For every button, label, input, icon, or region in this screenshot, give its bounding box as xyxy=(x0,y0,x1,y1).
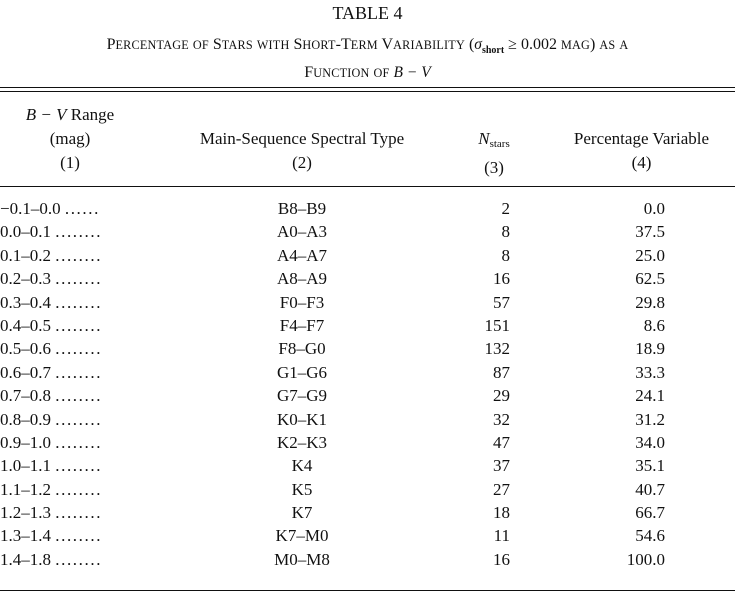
leader-dots: ........ xyxy=(55,245,103,265)
leader-dots: ........ xyxy=(55,362,103,382)
table-title: TABLE 4 xyxy=(332,3,403,23)
table-row xyxy=(0,220,735,243)
spectral-type-cell: M0–M8 xyxy=(274,549,330,569)
nstars-cell: 18 xyxy=(493,503,510,523)
percentage-cell: 33.3 xyxy=(635,362,665,382)
table-row xyxy=(0,478,735,501)
bv-range-value: 1.0–1.1 xyxy=(0,456,51,476)
bv-range-value: −0.1–0.0 xyxy=(0,199,61,218)
percentage-cell: 37.5 xyxy=(635,222,665,242)
table-row xyxy=(0,267,735,290)
bv-range-value: 0.8–0.9 xyxy=(0,409,51,429)
col1-range: Range xyxy=(66,105,115,124)
bv-range-value: 1.3–1.4 xyxy=(0,526,51,546)
table-row xyxy=(0,431,735,454)
nstars-cell: 87 xyxy=(493,362,510,382)
percentage-cell: 34.0 xyxy=(635,432,665,452)
table-row xyxy=(0,314,735,337)
percentage-cell: 0.0 xyxy=(643,199,665,218)
bv-range-cell xyxy=(0,197,145,220)
spectral-type-cell: K5 xyxy=(291,479,313,499)
col1-number: (1) xyxy=(60,153,80,172)
nstars-cell: 2 xyxy=(501,199,510,218)
column-header-percentage xyxy=(548,127,735,175)
leader-dots: ........ xyxy=(55,549,103,569)
col3-number: (3) xyxy=(484,158,504,177)
bv-range-value: 1.2–1.3 xyxy=(0,503,51,523)
nstars-cell: 16 xyxy=(493,269,510,289)
bv-range-cell xyxy=(0,220,145,243)
caption-bv: B − V xyxy=(393,64,431,82)
caption-text-1: PERCENTAGE OF STARS WITH SHORT-TERM VARIABILITY ( xyxy=(106,36,475,53)
percentage-cell: 66.7 xyxy=(635,503,665,523)
bv-range-value: 0.5–0.6 xyxy=(0,339,51,359)
bv-range-cell xyxy=(0,267,145,290)
leader-dots: ...... xyxy=(64,199,100,218)
spectral-type-cell: F8–G0 xyxy=(278,339,326,359)
bv-range-cell xyxy=(0,431,145,454)
nstars-cell: 47 xyxy=(493,432,510,452)
percentage-cell: 54.6 xyxy=(635,526,665,546)
table-row xyxy=(0,337,735,360)
table-row xyxy=(0,454,735,477)
column-header-spectral-type xyxy=(150,127,454,175)
bv-range-cell xyxy=(0,524,145,547)
bv-range-value: 0.2–0.3 xyxy=(0,269,51,289)
bv-range-cell xyxy=(0,314,145,337)
percentage-cell: 29.8 xyxy=(635,292,665,312)
spectral-type-cell: K0–K1 xyxy=(276,409,328,429)
spectral-type-cell: F4–F7 xyxy=(279,315,325,335)
bv-range-cell xyxy=(0,337,145,360)
table-body xyxy=(0,197,735,571)
nstars-cell: 32 xyxy=(493,409,510,429)
leader-dots: ........ xyxy=(55,339,103,359)
caption-line-2 xyxy=(304,64,430,81)
spectral-type-cell: K7–M0 xyxy=(275,526,329,546)
bv-range-cell xyxy=(0,548,145,571)
spectral-type-cell: A8–A9 xyxy=(276,269,328,289)
table-row xyxy=(0,197,735,220)
table-row xyxy=(0,408,735,431)
spectral-type-cell: A0–A3 xyxy=(276,222,328,242)
table-row xyxy=(0,361,735,384)
spectral-type-cell: G7–G9 xyxy=(276,386,328,406)
col2-label: Main-Sequence Spectral Type xyxy=(199,129,405,148)
percentage-cell: 35.1 xyxy=(635,456,665,476)
spectral-type-cell: G1–G6 xyxy=(276,362,328,382)
header-rule xyxy=(0,186,735,187)
caption-sigma-sub: short xyxy=(481,45,505,57)
nstars-cell: 27 xyxy=(493,479,510,499)
leader-dots: ........ xyxy=(55,315,103,335)
percentage-cell: 40.7 xyxy=(635,479,665,499)
col1-line1 xyxy=(0,103,140,127)
col4-label: Percentage Variable xyxy=(573,129,710,148)
bv-range-value: 1.4–1.8 xyxy=(0,549,51,569)
spectral-type-cell: A4–A7 xyxy=(276,245,328,265)
caption-sigma: σ xyxy=(474,36,482,53)
col2-number: (2) xyxy=(292,153,312,172)
nstars-cell: 37 xyxy=(493,456,510,476)
nstars-cell: 29 xyxy=(493,386,510,406)
nstars-cell: 8 xyxy=(501,222,510,242)
table-row xyxy=(0,524,735,547)
caption-text-3: FUNCTION OF xyxy=(304,64,390,82)
leader-dots: ........ xyxy=(55,456,103,476)
bv-range-value: 1.1–1.2 xyxy=(0,479,51,499)
percentage-cell: 62.5 xyxy=(635,269,665,289)
bv-range-value: 0.9–1.0 xyxy=(0,432,51,452)
leader-dots: ........ xyxy=(55,409,103,429)
bv-range-cell xyxy=(0,244,145,267)
leader-dots: ........ xyxy=(55,222,103,242)
table-row xyxy=(0,384,735,407)
nstars-cell: 132 xyxy=(484,339,510,359)
table-caption xyxy=(20,34,715,84)
col3-label xyxy=(464,127,524,156)
nstars-cell: 8 xyxy=(501,245,510,265)
percentage-cell: 18.9 xyxy=(635,339,665,359)
table-row xyxy=(0,244,735,267)
percentage-cell: 25.0 xyxy=(635,245,665,265)
leader-dots: ........ xyxy=(55,386,103,406)
percentage-cell: 8.6 xyxy=(643,315,665,335)
column-header-nstars xyxy=(464,127,524,180)
spectral-type-cell: F0–F3 xyxy=(279,292,325,312)
percentage-cell: 100.0 xyxy=(626,549,665,569)
leader-dots: ........ xyxy=(55,526,103,546)
col1-bv: B − V xyxy=(25,105,67,124)
top-rule-1 xyxy=(0,87,735,88)
bv-range-value: 0.1–0.2 xyxy=(0,245,51,265)
nstars-cell: 16 xyxy=(493,549,510,569)
spectral-type-cell: K2–K3 xyxy=(276,432,328,452)
bv-range-value: 0.4–0.5 xyxy=(0,315,51,335)
leader-dots: ........ xyxy=(55,269,103,289)
col4-number: (4) xyxy=(631,153,652,172)
percentage-cell: 31.2 xyxy=(635,409,665,429)
caption-line-1 xyxy=(106,36,629,57)
bv-range-cell xyxy=(0,361,145,384)
col3-sub: stars xyxy=(489,138,510,150)
spectral-type-cell: B8–B9 xyxy=(277,199,327,218)
nstars-cell: 57 xyxy=(493,292,510,312)
bv-range-cell xyxy=(0,454,145,477)
bv-range-value: 0.0–0.1 xyxy=(0,222,51,242)
col1-unit: (mag) xyxy=(49,129,91,148)
nstars-cell: 151 xyxy=(484,315,510,335)
percentage-cell: 24.1 xyxy=(635,386,665,406)
bv-range-value: 0.7–0.8 xyxy=(0,386,51,406)
bv-range-cell xyxy=(0,291,145,314)
table-row xyxy=(0,501,735,524)
nstars-cell: 11 xyxy=(493,526,510,546)
top-rule-2 xyxy=(0,91,735,92)
leader-dots: ........ xyxy=(55,503,103,523)
caption-text-2: ≥ 0.002 MAG) AS A xyxy=(508,36,629,53)
bv-range-cell xyxy=(0,501,145,524)
bottom-rule xyxy=(0,590,735,591)
bv-range-cell xyxy=(0,384,145,407)
spectral-type-cell: K7 xyxy=(291,503,313,523)
leader-dots: ........ xyxy=(55,292,103,312)
bv-range-value: 0.6–0.7 xyxy=(0,362,51,382)
column-header-bv-range xyxy=(0,103,140,175)
table-row xyxy=(0,548,735,571)
bv-range-cell xyxy=(0,478,145,501)
leader-dots: ........ xyxy=(55,432,103,452)
bv-range-cell xyxy=(0,408,145,431)
spectral-type-cell: K4 xyxy=(291,456,313,476)
table-row xyxy=(0,291,735,314)
leader-dots: ........ xyxy=(55,479,103,499)
col3-n: N xyxy=(478,129,490,148)
bv-range-value: 0.3–0.4 xyxy=(0,292,51,312)
